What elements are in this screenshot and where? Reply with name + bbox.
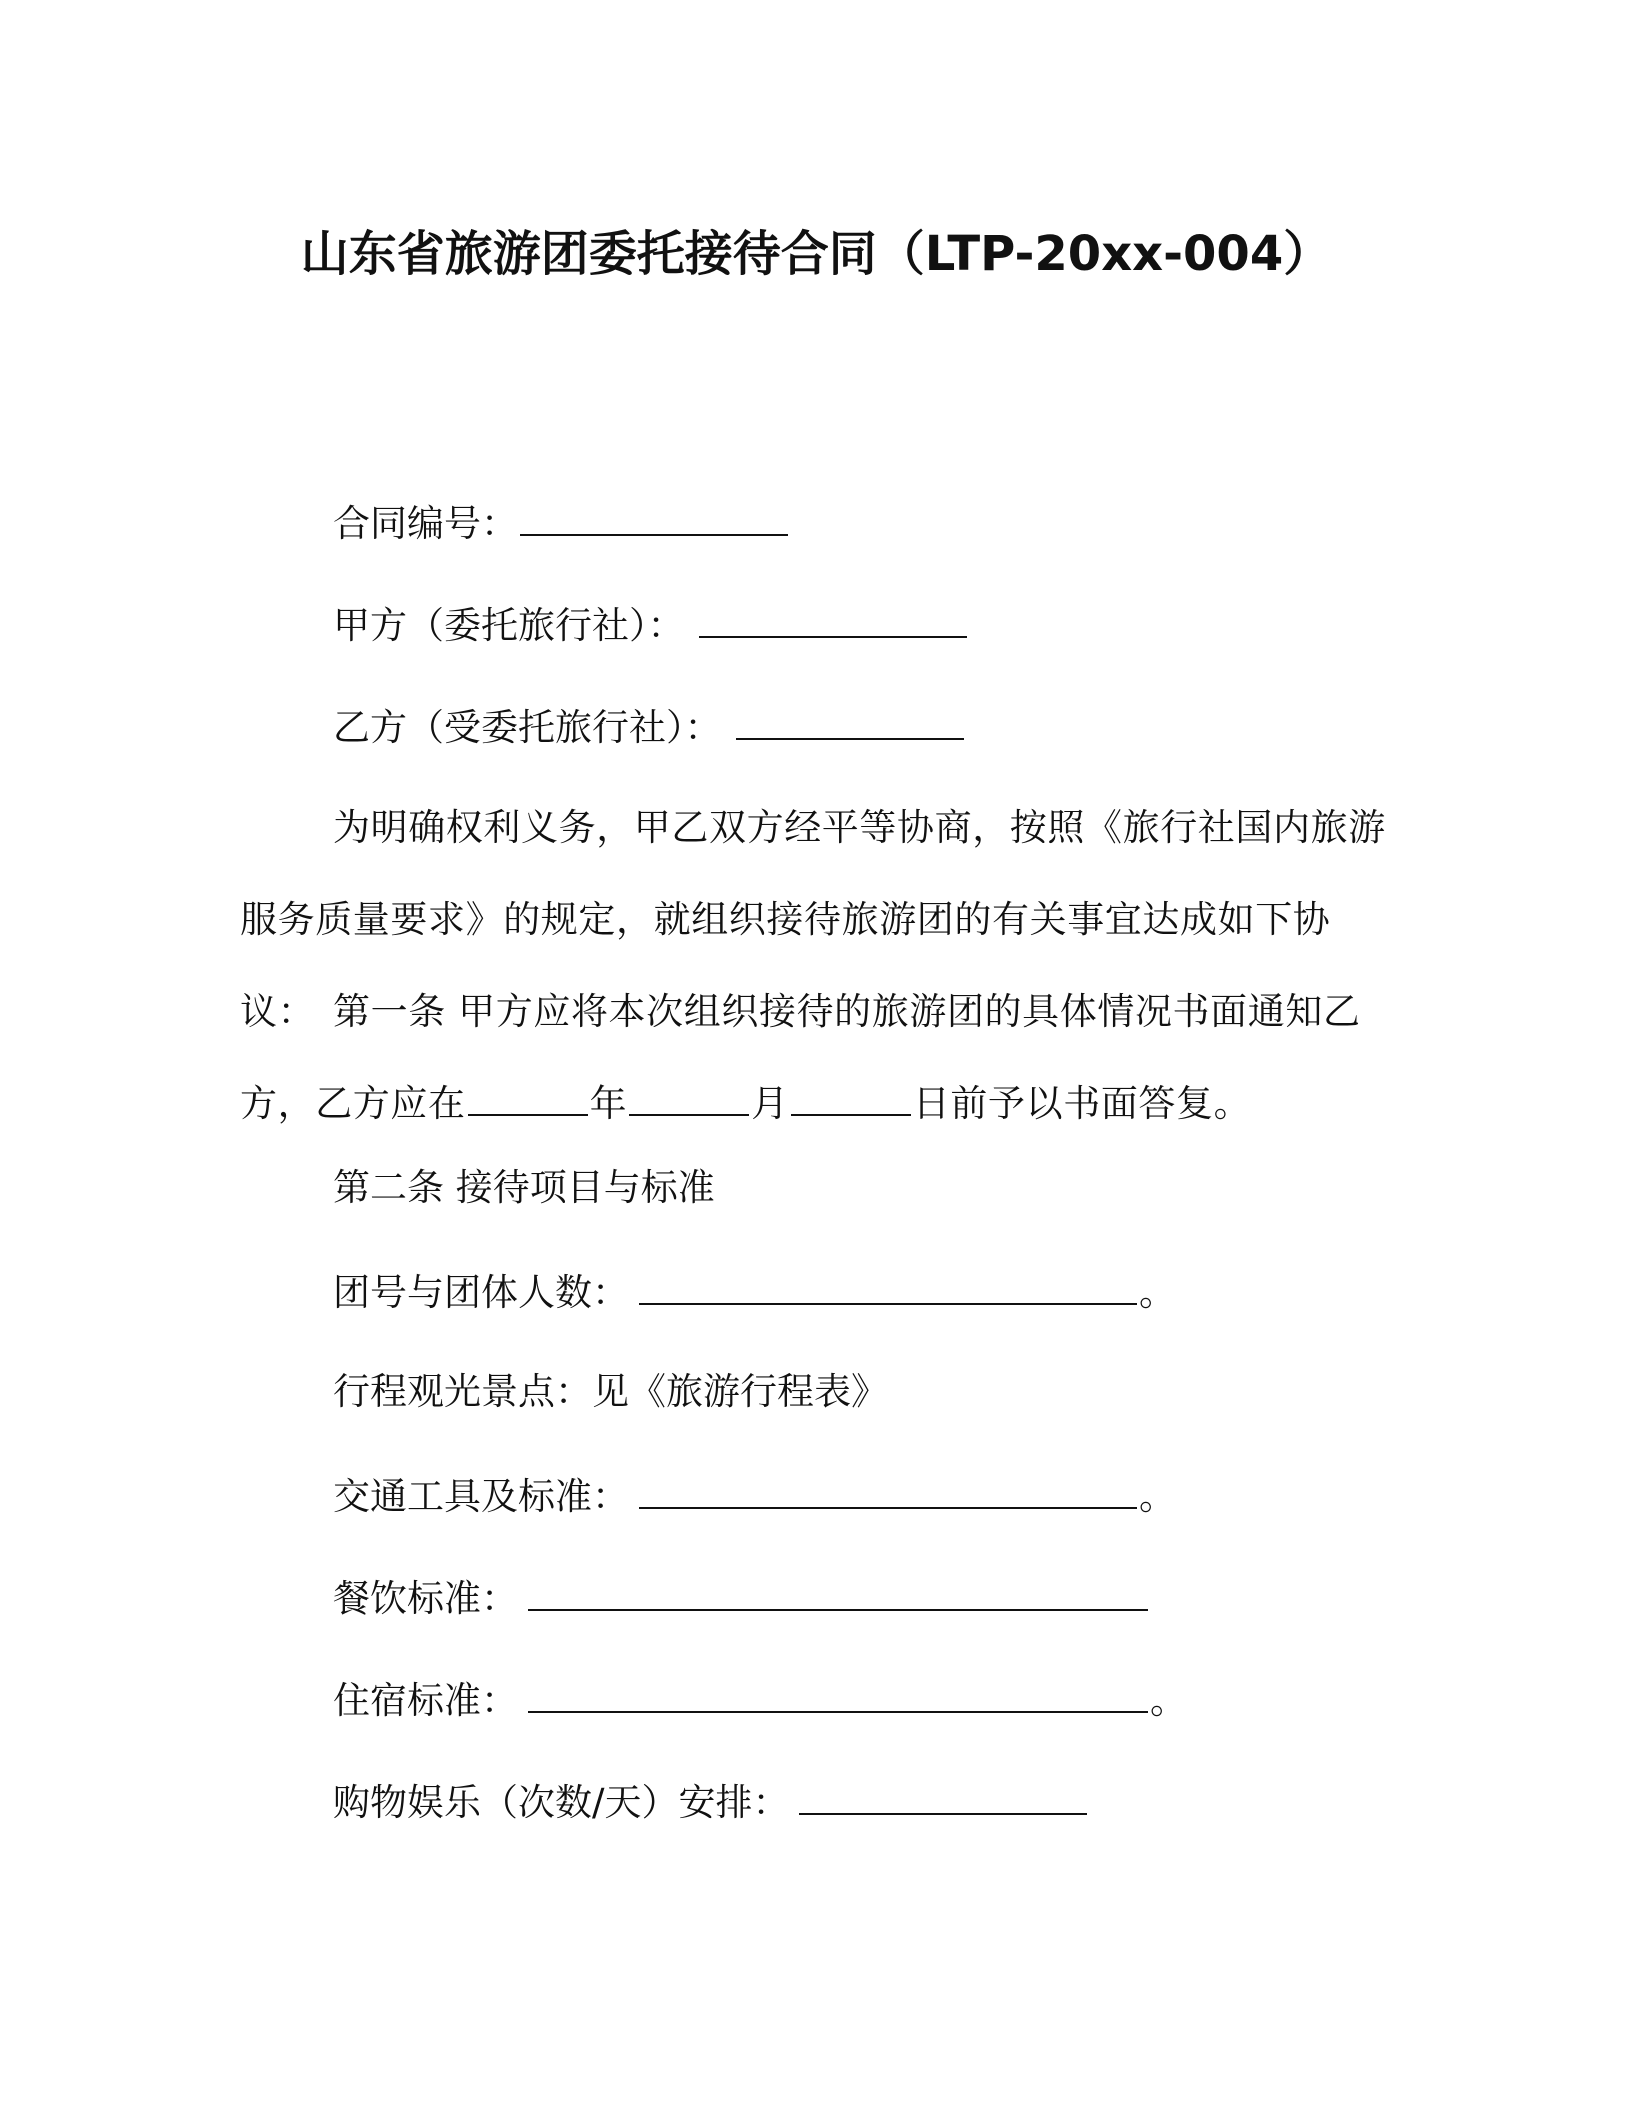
party-a-line: [333, 598, 969, 651]
transport-period: 。: [1139, 1475, 1176, 1518]
article-1-month-label: 月: [751, 1082, 789, 1125]
contract-title: 山东省旅游团委托接待合同（LTP-20xx-004）: [300, 226, 1332, 282]
preamble-paragraph: 为明确权利义务，甲乙双方经平等协商，按照《旅行社国内旅游服务质量要求》的规定，就组织接待旅游团的有关事宜达成如下协议：: [240, 806, 1386, 1033]
party-b-label: 乙方（受委托旅行社）：: [333, 706, 722, 749]
lodging-period: 。: [1150, 1679, 1187, 1722]
party-a-blank[interactable]: [699, 598, 967, 638]
contract-number-blank[interactable]: [520, 496, 788, 536]
article-1-day-blank[interactable]: [791, 1076, 911, 1116]
transport-blank[interactable]: [639, 1469, 1137, 1509]
group-period: 。: [1139, 1271, 1176, 1314]
article-1-year-label: 年: [589, 1082, 628, 1125]
itinerary-line: 行程观光景点：见《旅游行程表》: [333, 1370, 888, 1413]
lodging-label: 住宿标准：: [333, 1679, 518, 1722]
shopping-line: [333, 1775, 1089, 1828]
article-1-month-blank[interactable]: [629, 1076, 749, 1116]
group-label: 团号与团体人数：: [333, 1271, 629, 1314]
group-blank[interactable]: [639, 1265, 1137, 1305]
group-line: [333, 1265, 1176, 1318]
meal-blank[interactable]: [528, 1571, 1148, 1611]
meal-line: [333, 1571, 1150, 1624]
meal-label: 餐饮标准：: [333, 1577, 518, 1620]
party-b-blank[interactable]: [736, 700, 964, 740]
party-b-line: [333, 700, 966, 753]
article-1-paragraph: [240, 966, 1390, 1150]
article-1-text: 第一条 甲方应将本次组织接待的旅游团的具体情况书面通知乙方，乙方应在: [240, 990, 1361, 1125]
transport-line: [333, 1469, 1176, 1522]
shopping-label: 购物娱乐（次数/天）安排：: [333, 1781, 790, 1824]
shopping-blank[interactable]: [799, 1775, 1087, 1815]
contract-number-line: [333, 496, 790, 549]
transport-label: 交通工具及标准：: [333, 1475, 629, 1518]
lodging-blank[interactable]: [528, 1673, 1148, 1713]
article-1-text-after: 日前予以书面答复。: [912, 1082, 1252, 1125]
contract-number-label: 合同编号：: [333, 502, 518, 545]
party-a-label: 甲方（委托旅行社）：: [333, 604, 685, 647]
article-1-year-blank[interactable]: [468, 1076, 588, 1116]
lodging-line: [333, 1673, 1187, 1726]
article-2-heading: 第二条 接待项目与标准: [333, 1166, 715, 1209]
